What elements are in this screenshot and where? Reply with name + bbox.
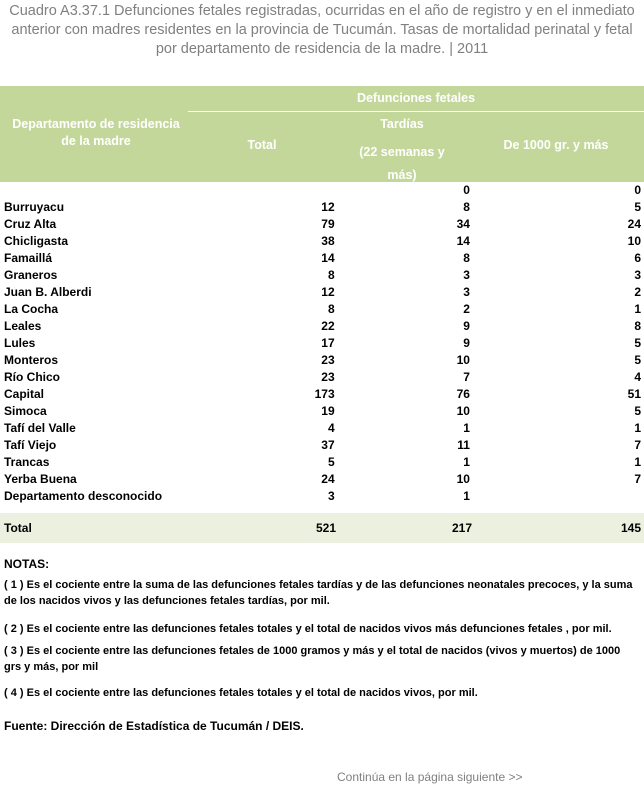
header-group: Defunciones fetales bbox=[356, 91, 476, 105]
cell-mil: 1 bbox=[634, 302, 641, 316]
cell-total: 19 bbox=[321, 404, 335, 418]
cell-total: 79 bbox=[321, 217, 335, 231]
notes-section bbox=[0, 557, 640, 701]
cell-mil: 8 bbox=[634, 319, 641, 333]
cell-mil: 5 bbox=[634, 200, 641, 214]
cell-tardias: 76 bbox=[456, 387, 470, 401]
cell-mil: 51 bbox=[627, 387, 641, 401]
table-row bbox=[0, 437, 644, 454]
cell-dept: Cruz Alta bbox=[4, 217, 57, 231]
cell-total: 12 bbox=[321, 285, 335, 299]
table-row bbox=[0, 335, 644, 352]
cell-total: 24 bbox=[321, 472, 335, 486]
cell-dept: Chicligasta bbox=[4, 234, 69, 248]
cell-mil: 4 bbox=[634, 370, 641, 384]
header-tardias-sub: (22 semanas y más) bbox=[359, 145, 445, 182]
cell-tardias: 14 bbox=[456, 234, 470, 248]
note-1: ( 1 ) Es el cociente entre la suma de las defunciones fetales tardías y de las defunciones neonatales precoces, y la suma de los nacidos vivos y las defunciones fetales tardías, por mil. bbox=[4, 579, 633, 607]
cell-total: 38 bbox=[321, 234, 335, 248]
cell-total: 173 bbox=[314, 387, 335, 401]
cell-mil: 7 bbox=[634, 472, 641, 486]
cell-dept: Departamento desconocido bbox=[4, 489, 163, 503]
table-row bbox=[0, 284, 644, 301]
cell-mil: 6 bbox=[634, 251, 641, 265]
cell-total: 23 bbox=[321, 353, 335, 367]
cell-mil: 10 bbox=[627, 234, 641, 248]
header-total: Total bbox=[247, 138, 277, 152]
cell-mil: 1 bbox=[634, 455, 641, 469]
cell-dept: Monteros bbox=[4, 353, 58, 367]
cell-tardias: 1 bbox=[463, 489, 470, 503]
cell-dept: Leales bbox=[4, 319, 42, 333]
cell-tardias: 9 bbox=[463, 336, 470, 350]
cell-tardias: 7 bbox=[463, 370, 470, 384]
cell-total: 3 bbox=[327, 489, 335, 503]
cell-dept: La Cocha bbox=[4, 302, 59, 316]
table-title: Cuadro A3.37.1 Defunciones fetales registradas, ocurridas en el año de registro y en el inmediato anterior con madres residentes en la provincia de Tucumán. Tasas de mortalidad perinatal y fetal por departamento de residencia de la madre. | 2011 bbox=[9, 3, 635, 57]
cell-dept: Graneros bbox=[4, 268, 58, 282]
table-row bbox=[0, 267, 644, 284]
cell-tardias: 0 bbox=[463, 183, 470, 197]
cell-total: 12 bbox=[321, 200, 335, 214]
cell-dept: Trancas bbox=[4, 455, 50, 469]
table-row bbox=[0, 369, 644, 386]
data-table bbox=[0, 182, 644, 505]
cell-tardias: 10 bbox=[456, 353, 470, 367]
cell-tardias: 10 bbox=[456, 472, 470, 486]
notes-heading: NOTAS: bbox=[4, 557, 50, 571]
table-row bbox=[0, 352, 644, 369]
table-row bbox=[0, 454, 644, 471]
cell-dept: Yerba Buena bbox=[4, 472, 77, 486]
cell-dept: Lules bbox=[4, 336, 36, 350]
cell-mil: 0 bbox=[634, 183, 641, 197]
note-3: ( 3 ) Es el cociente entre las defunciones fetales de 1000 gramos y más y el total de nacidos (vivos y muertos) de 1000 grs y más, por mil bbox=[4, 645, 621, 673]
cell-tardias: 10 bbox=[456, 404, 470, 418]
cell-dept: Capital bbox=[4, 387, 45, 401]
cell-dept: Famaillá bbox=[4, 251, 53, 265]
source-text: Fuente: Dirección de Estadística de Tucumán / DEIS. bbox=[4, 719, 304, 733]
header-divider bbox=[188, 111, 644, 112]
cell-mil: 2 bbox=[634, 285, 641, 299]
cell-tardias: 8 bbox=[463, 200, 470, 214]
table-row bbox=[0, 182, 644, 199]
cell-tardias: 3 bbox=[463, 268, 470, 282]
cell-tardias: 9 bbox=[463, 319, 470, 333]
cell-tardias: 3 bbox=[463, 285, 470, 299]
total-tardias: 217 bbox=[451, 521, 472, 535]
total-mil: 145 bbox=[620, 521, 641, 535]
table-row bbox=[0, 420, 644, 437]
cell-mil bbox=[470, 488, 644, 505]
header-tardias: Tardías bbox=[380, 117, 424, 131]
table-row bbox=[0, 386, 644, 403]
cell-dept: Simoca bbox=[4, 404, 47, 418]
cell-dept: Juan B. Alberdi bbox=[4, 285, 92, 299]
cell-dept: Burruyacu bbox=[4, 200, 65, 214]
header-dept: Departamento de residencia de la madre bbox=[12, 117, 180, 148]
cell-total: 14 bbox=[321, 251, 335, 265]
cell-tardias: 1 bbox=[463, 455, 470, 469]
cell-total: 8 bbox=[327, 268, 335, 282]
total-label: Total bbox=[4, 521, 32, 535]
cell-mil: 7 bbox=[634, 438, 641, 452]
cell-dept: Tafí Viejo bbox=[4, 438, 57, 452]
table-header bbox=[0, 86, 644, 182]
cell-tardias: 34 bbox=[456, 217, 470, 231]
cell-tardias: 11 bbox=[457, 438, 470, 452]
cell-total: 23 bbox=[321, 370, 335, 384]
cell-tardias: 2 bbox=[463, 302, 470, 316]
table-row bbox=[0, 471, 644, 488]
table-row bbox=[0, 233, 644, 250]
cell-total: 5 bbox=[327, 455, 335, 469]
table-row bbox=[0, 250, 644, 267]
cell-mil: 3 bbox=[634, 268, 641, 282]
table-row bbox=[0, 318, 644, 335]
cell-total: 17 bbox=[321, 336, 335, 350]
total-row bbox=[0, 513, 644, 543]
cell-mil: 5 bbox=[634, 336, 641, 350]
cell-dept: Tafí del Valle bbox=[4, 421, 76, 435]
table-row bbox=[0, 488, 644, 505]
header-mil: De 1000 gr. y más bbox=[503, 138, 609, 152]
cell-total: 22 bbox=[321, 319, 335, 333]
continue-link[interactable]: Continúa en la página siguiente >> bbox=[337, 770, 523, 784]
cell-total: 8 bbox=[327, 302, 335, 316]
table-row bbox=[0, 301, 644, 318]
total-total: 521 bbox=[315, 521, 336, 535]
cell-mil: 24 bbox=[627, 217, 641, 231]
cell-mil: 5 bbox=[634, 353, 641, 367]
cell-mil: 5 bbox=[634, 404, 641, 418]
note-4: ( 4 ) Es el cociente entre las defunciones fetales totales y el total de nacidos vivos, por mil. bbox=[4, 687, 478, 699]
cell-total: 4 bbox=[327, 421, 335, 435]
note-2: ( 2 ) Es el cociente entre las defunciones fetales totales y el total de nacidos vivos más defunciones fetales , por mil. bbox=[4, 623, 612, 635]
cell-tardias: 8 bbox=[463, 251, 470, 265]
cell-mil: 1 bbox=[634, 421, 641, 435]
cell-tardias: 1 bbox=[463, 421, 470, 435]
cell-dept: Río Chico bbox=[4, 370, 60, 384]
table-row bbox=[0, 403, 644, 420]
cell-total: 37 bbox=[321, 438, 335, 452]
table-row bbox=[0, 199, 644, 216]
table-row bbox=[0, 216, 644, 233]
